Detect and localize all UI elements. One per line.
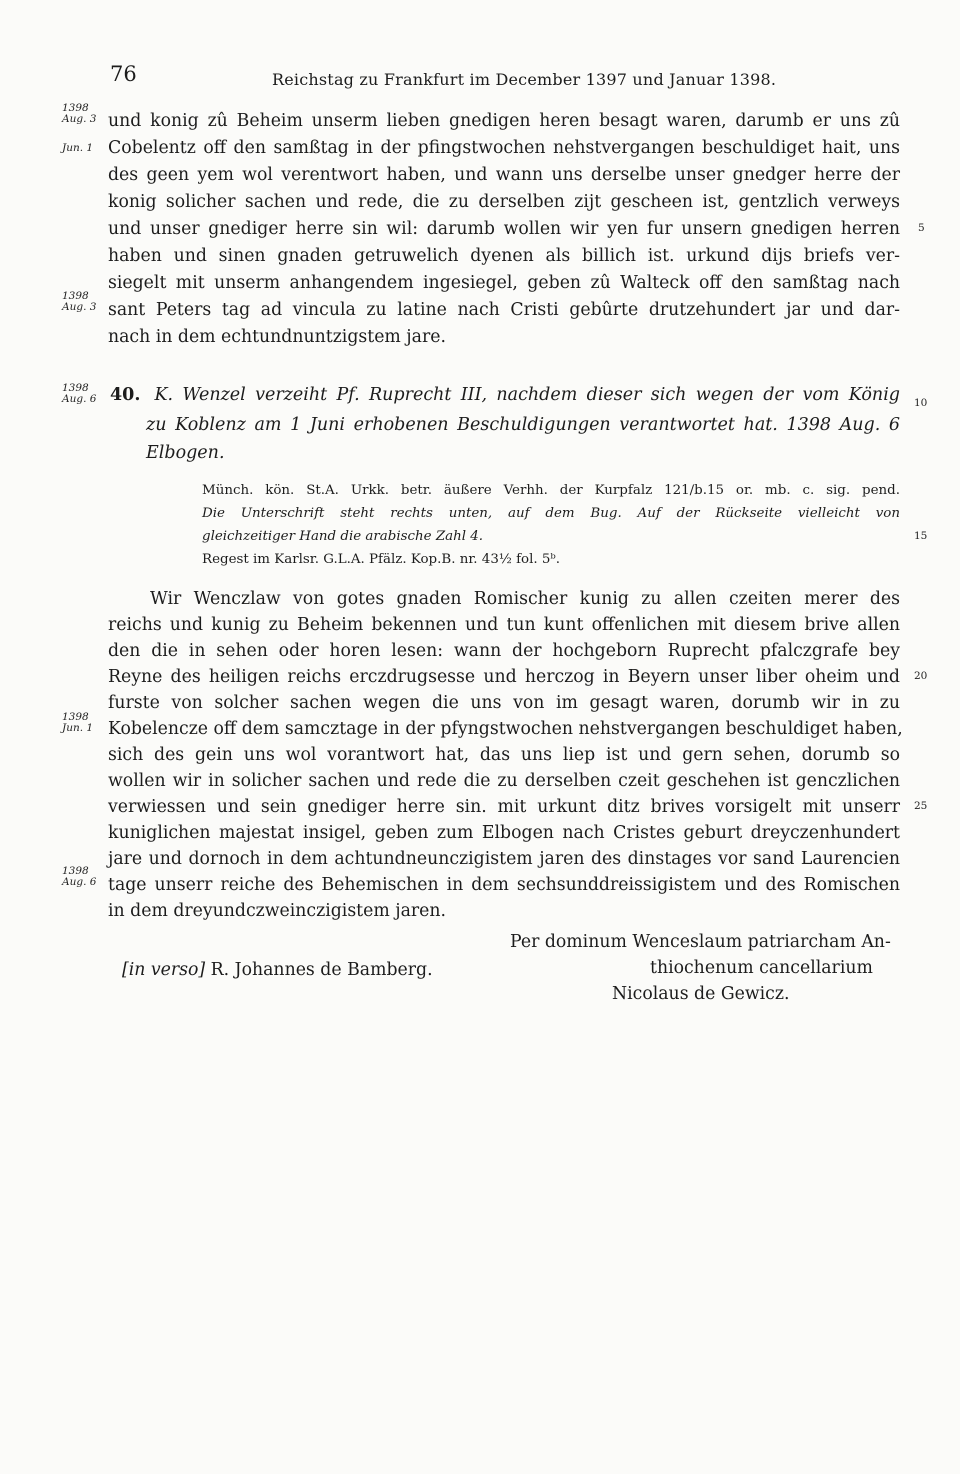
margin-date: 1398 Aug. 3 bbox=[62, 290, 97, 313]
running-title: Reichstag zu Frankfurt im December 1397 und Januar 1398. bbox=[272, 70, 777, 89]
verso-text: R. Johannes de Bamberg. bbox=[210, 960, 433, 980]
text-line: verwiessen und sein gnediger herre sin. mit urkunt ditz brives vorsigelt mit unserr bbox=[108, 797, 900, 817]
text-line: und unser gnediger herre sin wil: darumb wollen wir yen fur unsern gnedigen herren bbox=[108, 219, 900, 239]
text-line: furste von solcher sachen wegen die uns von im gesagt waren, dorumb wir in zu bbox=[108, 693, 900, 713]
heading-first-line bbox=[110, 382, 900, 408]
line-number: 15 bbox=[914, 530, 928, 542]
margin-date: 1398 Jun. 1 bbox=[62, 711, 94, 734]
line-number: 5 bbox=[918, 222, 925, 234]
source-line: Regest im Karlsr. G.L.A. Pfälz. Kop.B. nr. 43½ fol. 5ᵇ. bbox=[202, 552, 561, 567]
source-line: Die Unterschrift steht rechts unten, auf dem Bug. Auf der Rückseite vielleicht von bbox=[202, 506, 900, 521]
margin-date: 1398 Aug. 6 bbox=[62, 382, 97, 405]
source-line: gleichzeitiger Hand die arabische Zahl 4. bbox=[202, 529, 484, 544]
text-line: sich des gein uns wol vorantwort hat, das uns liep ist und gern sehen, dorumb so bbox=[108, 745, 900, 765]
verso-note bbox=[122, 960, 433, 980]
margin-date: 1398 Aug. 6 bbox=[62, 865, 97, 888]
text-line: siegelt mit unserm anhangendem ingesiegel, geben zû Walteck off den samßtag nach bbox=[108, 273, 900, 293]
text-line: jare und dornoch in dem achtundneunczigistem jaren des dinstages vor sand Laurencien bbox=[108, 849, 900, 869]
text-line: Wir Wenczlaw von gotes gnaden Romischer kunig zu allen czeiten merer des bbox=[150, 589, 900, 609]
line-number: 20 bbox=[914, 670, 928, 682]
text-line: kuniglichen majestat insigel, geben zum Elbogen nach Cristes geburt dreyczenhundert bbox=[108, 823, 900, 843]
margin-date: 1398 Aug. 3 bbox=[62, 102, 97, 125]
verso-bracket: [in verso] bbox=[122, 960, 206, 980]
margin-date: Jun. 1 bbox=[62, 142, 94, 154]
text-line: nach in dem echtundnuntzigstem jare. bbox=[108, 327, 446, 347]
page-number: 76 bbox=[110, 62, 137, 86]
text-line: in dem dreyundczweinczigistem jaren. bbox=[108, 901, 447, 921]
line-number: 10 bbox=[914, 397, 928, 409]
text-line: tage unserr reiche des Behemischen in dem sechsunddreissigistem und des Romischen bbox=[108, 875, 900, 895]
text-line: konig solicher sachen und rede, die zu derselben zijt gescheen ist, gentzlich verweys bbox=[108, 192, 900, 212]
heading-line: K. Wenzel verzeiht Pf. Ruprecht III, nachdem dieser sich wegen der vom König bbox=[154, 385, 900, 405]
signature-line: Per dominum Wenceslaum patriarcham An- bbox=[510, 932, 891, 952]
heading-line: zu Koblenz am 1 Juni erhobenen Beschuldigungen verantwortet hat. 1398 Aug. 6 bbox=[146, 415, 900, 435]
text-line: und konig zû Beheim unserm lieben gnedigen heren besagt waren, darumb er uns zû bbox=[108, 111, 900, 131]
heading-line: Elbogen. bbox=[146, 443, 225, 463]
line-number: 25 bbox=[914, 800, 928, 812]
source-line: Münch. kön. St.A. Urkk. betr. äußere Verhh. der Kurpfalz 121/b.15 or. mb. c. sig. pend. bbox=[202, 483, 900, 498]
text-line: Cobelentz off den samßtag in der pfingstwochen nehstvergangen beschuldiget hait, uns bbox=[108, 138, 900, 158]
text-line: reichs und kunig zu Beheim bekennen und tun kunt offenlichen mit diesem brive allen bbox=[108, 615, 900, 635]
text-line: Kobelencze off dem samcztage in der pfyngstwochen nehstvergangen beschuldiget haben, bbox=[108, 719, 903, 739]
signature-line: Nicolaus de Gewicz. bbox=[612, 984, 790, 1004]
document-number: 40. bbox=[110, 385, 141, 405]
page-header bbox=[110, 62, 910, 92]
text-line: wollen wir in solicher sachen und rede die zu derselben czeit geschehen ist genczlichen bbox=[108, 771, 900, 791]
text-line: Reyne des heiligen reichs erczdrugsesse und herczog in Beyern unser liber oheim und bbox=[108, 667, 900, 687]
text-line: haben und sinen gnaden getruwelich dyenen als billich ist. urkund dijs briefs ver- bbox=[108, 246, 900, 266]
text-line: sant Peters tag ad vincula zu latine nach Cristi gebûrte drutzehundert jar und dar- bbox=[108, 300, 900, 320]
text-line: des geen yem wol verentwort haben, und wann uns derselbe unser gnedger herre der bbox=[108, 165, 900, 185]
text-line: den die in sehen oder horen lesen: wann der hochgeborn Ruprecht pfalczgrafe bey bbox=[108, 641, 900, 661]
signature-line: thiochenum cancellarium bbox=[650, 958, 873, 978]
